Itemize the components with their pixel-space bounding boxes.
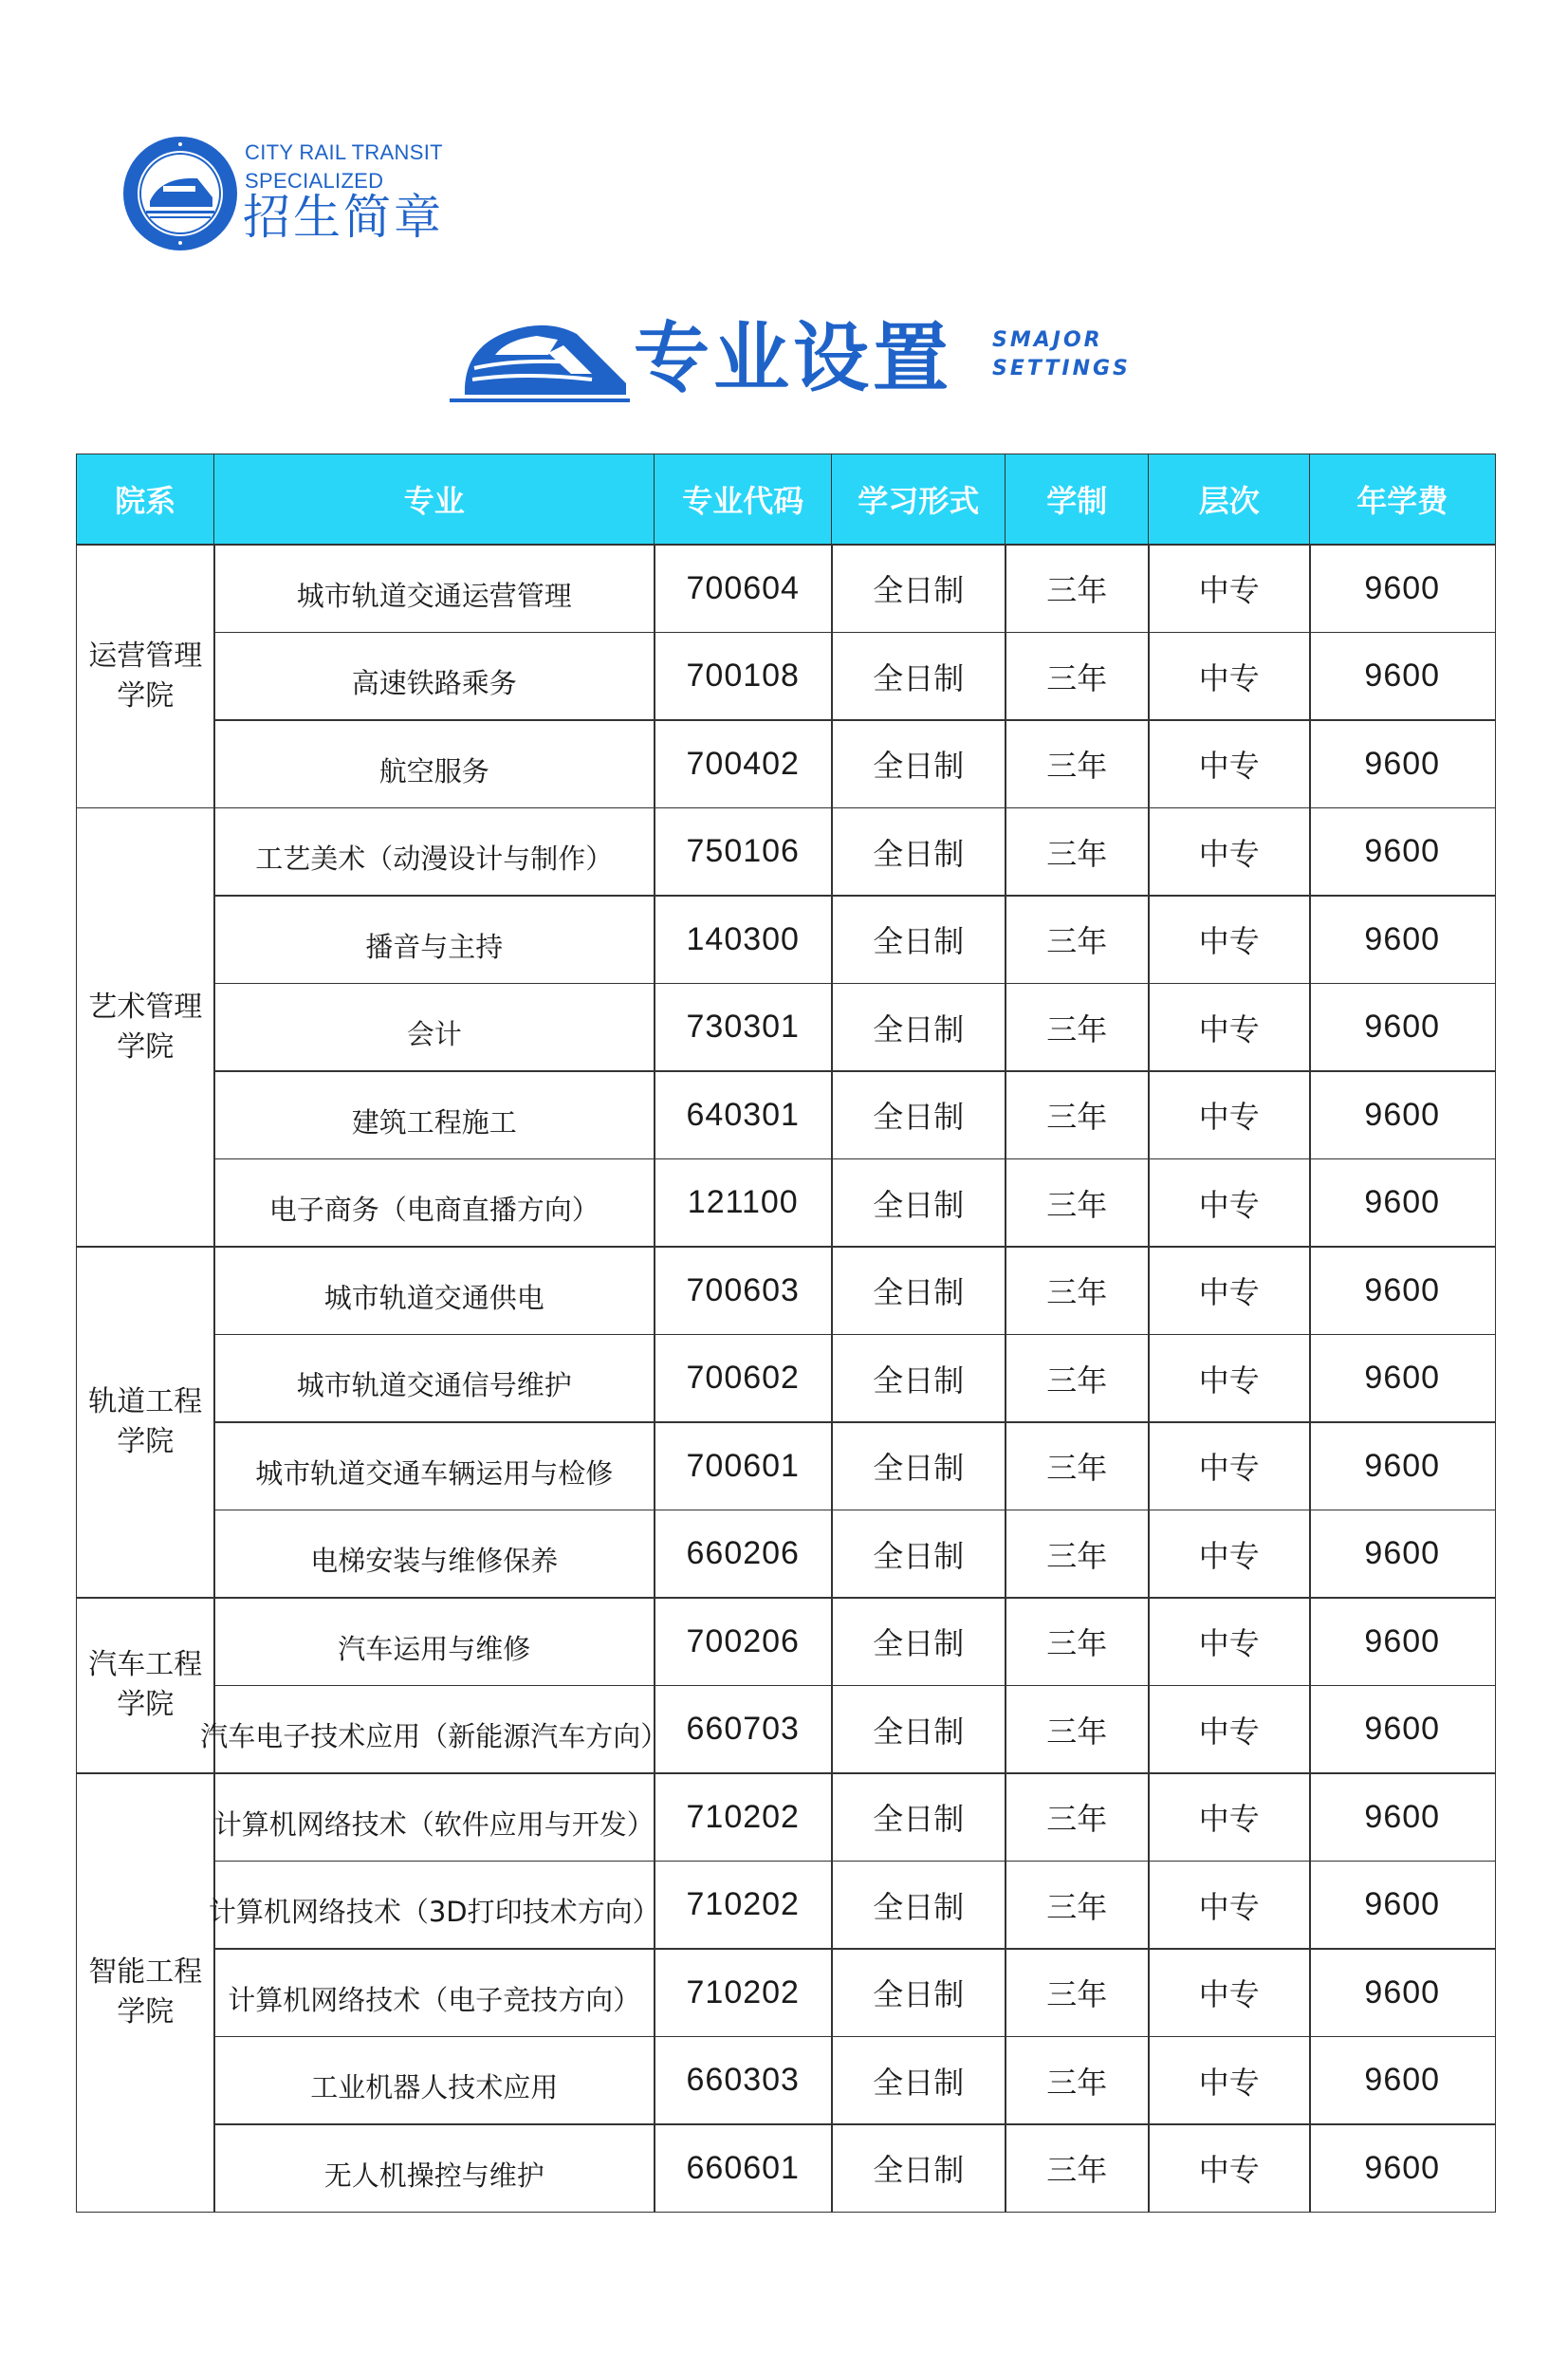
- subtitle-line-1: SMAJOR: [992, 328, 1103, 352]
- major-name-cell: 汽车运用与维修: [213, 1597, 655, 1686]
- column-header-code: 专业代码: [654, 454, 833, 546]
- study-form-cell: 全日制: [831, 895, 1006, 984]
- major-code-cell: 700602: [654, 1334, 833, 1423]
- level-cell: 中专: [1148, 1861, 1311, 1950]
- major-name-cell: 工艺美术（动漫设计与制作）: [213, 807, 655, 897]
- fee-cell: 9600: [1309, 1421, 1496, 1510]
- study-form-cell: 全日制: [831, 1421, 1006, 1510]
- major-name-cell: 城市轨道交通供电: [213, 1246, 655, 1335]
- subtitle-line-2: SETTINGS: [992, 357, 1131, 380]
- school-brand: [121, 135, 463, 249]
- level-cell: 中专: [1148, 1246, 1311, 1335]
- fee-cell: 9600: [1309, 2036, 1496, 2125]
- fee-cell: 9600: [1309, 895, 1496, 984]
- fee-cell: 9600: [1309, 632, 1496, 721]
- study-form-cell: 全日制: [831, 983, 1006, 1072]
- duration-cell: 三年: [1005, 1070, 1150, 1159]
- column-header-duration: 学制: [1005, 454, 1150, 546]
- department-cell: 智能工程学院: [76, 1772, 215, 2213]
- level-cell: 中专: [1148, 632, 1311, 721]
- major-name-cell: 工业机器人技术应用: [213, 2036, 655, 2125]
- major-code-cell: 700603: [654, 1246, 833, 1335]
- brand-english-name: [245, 139, 443, 195]
- study-form-cell: 全日制: [831, 2123, 1006, 2213]
- duration-cell: 三年: [1005, 895, 1150, 984]
- study-form-cell: 全日制: [831, 807, 1006, 897]
- level-cell: 中专: [1148, 1334, 1311, 1423]
- major-code-cell: 140300: [654, 895, 833, 984]
- brand-english-line-1: CITY RAIL TRANSIT: [245, 140, 443, 164]
- duration-cell: 三年: [1005, 719, 1150, 808]
- duration-cell: 三年: [1005, 807, 1150, 897]
- duration-cell: 三年: [1005, 2123, 1150, 2213]
- page-subtitle-english: [992, 326, 1131, 383]
- major-code-cell: 660303: [654, 2036, 833, 2125]
- major-code-cell: 700108: [654, 632, 833, 721]
- fee-cell: 9600: [1309, 1861, 1496, 1950]
- major-name-cell: 计算机网络技术（软件应用与开发）: [213, 1772, 655, 1862]
- column-header-department: 院系: [76, 454, 215, 546]
- major-name-cell: 电子商务（电商直播方向）: [213, 1158, 655, 1248]
- study-form-cell: 全日制: [831, 1861, 1006, 1950]
- major-name-cell: 建筑工程施工: [213, 1070, 655, 1159]
- level-cell: 中专: [1148, 1421, 1311, 1510]
- major-name-cell: 计算机网络技术（电子竞技方向）: [213, 1948, 655, 2037]
- major-name-cell: 城市轨道交通车辆运用与检修: [213, 1421, 655, 1510]
- fee-cell: 9600: [1309, 807, 1496, 897]
- duration-cell: 三年: [1005, 1685, 1150, 1774]
- study-form-cell: 全日制: [831, 1948, 1006, 2037]
- major-name-cell: 城市轨道交通运营管理: [213, 544, 655, 633]
- fee-cell: 9600: [1309, 1948, 1496, 2037]
- major-code-cell: 710202: [654, 1948, 833, 2037]
- duration-cell: 三年: [1005, 544, 1150, 633]
- major-name-cell: 无人机操控与维护: [213, 2123, 655, 2213]
- duration-cell: 三年: [1005, 632, 1150, 721]
- major-code-cell: 640301: [654, 1070, 833, 1159]
- fee-cell: 9600: [1309, 1070, 1496, 1159]
- department-cell: 汽车工程学院: [76, 1597, 215, 1774]
- major-code-cell: 700604: [654, 544, 833, 633]
- major-code-cell: 121100: [654, 1158, 833, 1248]
- study-form-cell: 全日制: [831, 1334, 1006, 1423]
- fee-cell: 9600: [1309, 1334, 1496, 1423]
- level-cell: 中专: [1148, 983, 1311, 1072]
- fee-cell: 9600: [1309, 1597, 1496, 1686]
- level-cell: 中专: [1148, 1158, 1311, 1248]
- major-name-cell: 汽车电子技术应用（新能源汽车方向）: [213, 1685, 655, 1774]
- school-seal-logo: [121, 135, 239, 252]
- major-code-cell: 700206: [654, 1597, 833, 1686]
- level-cell: 中专: [1148, 1597, 1311, 1686]
- fee-cell: 9600: [1309, 1685, 1496, 1774]
- section-heading: [0, 313, 1568, 417]
- fee-cell: 9600: [1309, 983, 1496, 1072]
- fee-cell: 9600: [1309, 1772, 1496, 1862]
- duration-cell: 三年: [1005, 1861, 1150, 1950]
- study-form-cell: 全日制: [831, 544, 1006, 633]
- fee-cell: 9600: [1309, 1510, 1496, 1599]
- majors-table: [76, 454, 1494, 2214]
- major-code-cell: 730301: [654, 983, 833, 1072]
- fee-cell: 9600: [1309, 719, 1496, 808]
- major-code-cell: 710202: [654, 1772, 833, 1862]
- major-code-cell: 660601: [654, 2123, 833, 2213]
- major-name-cell: 会计: [213, 983, 655, 1072]
- fee-cell: 9600: [1309, 2123, 1496, 2213]
- study-form-cell: 全日制: [831, 719, 1006, 808]
- duration-cell: 三年: [1005, 1948, 1150, 2037]
- level-cell: 中专: [1148, 1070, 1311, 1159]
- fee-cell: 9600: [1309, 1246, 1496, 1335]
- column-header-level: 层次: [1148, 454, 1311, 546]
- level-cell: 中专: [1148, 2036, 1311, 2125]
- duration-cell: 三年: [1005, 1246, 1150, 1335]
- major-name-cell: 航空服务: [213, 719, 655, 808]
- level-cell: 中专: [1148, 807, 1311, 897]
- major-name-cell: 电梯安装与维修保养: [213, 1510, 655, 1599]
- column-header-fee: 年学费: [1309, 454, 1496, 546]
- fee-cell: 9600: [1309, 1158, 1496, 1248]
- study-form-cell: 全日制: [831, 1246, 1006, 1335]
- duration-cell: 三年: [1005, 1421, 1150, 1510]
- duration-cell: 三年: [1005, 983, 1150, 1072]
- major-name-cell: 高速铁路乘务: [213, 632, 655, 721]
- fee-cell: 9600: [1309, 544, 1496, 633]
- major-code-cell: 750106: [654, 807, 833, 897]
- train-icon: [450, 313, 630, 404]
- study-form-cell: 全日制: [831, 1685, 1006, 1774]
- brand-title: 招生简章: [243, 190, 444, 245]
- department-cell: 轨道工程学院: [76, 1246, 215, 1599]
- major-name-cell: 城市轨道交通信号维护: [213, 1334, 655, 1423]
- duration-cell: 三年: [1005, 1158, 1150, 1248]
- level-cell: 中专: [1148, 1948, 1311, 2037]
- study-form-cell: 全日制: [831, 1772, 1006, 1862]
- duration-cell: 三年: [1005, 1510, 1150, 1599]
- major-code-cell: 710202: [654, 1861, 833, 1950]
- level-cell: 中专: [1148, 719, 1311, 808]
- level-cell: 中专: [1148, 1772, 1311, 1862]
- study-form-cell: 全日制: [831, 1597, 1006, 1686]
- major-code-cell: 660703: [654, 1685, 833, 1774]
- duration-cell: 三年: [1005, 1597, 1150, 1686]
- study-form-cell: 全日制: [831, 2036, 1006, 2125]
- level-cell: 中专: [1148, 1510, 1311, 1599]
- brand-english-line-2: SPECIALIZED: [245, 169, 384, 193]
- major-name-cell: 计算机网络技术（3D打印技术方向）: [213, 1861, 655, 1950]
- major-code-cell: 700402: [654, 719, 833, 808]
- duration-cell: 三年: [1005, 1334, 1150, 1423]
- study-form-cell: 全日制: [831, 632, 1006, 721]
- major-name-cell: 播音与主持: [213, 895, 655, 984]
- level-cell: 中专: [1148, 895, 1311, 984]
- duration-cell: 三年: [1005, 2036, 1150, 2125]
- major-code-cell: 660206: [654, 1510, 833, 1599]
- study-form-cell: 全日制: [831, 1158, 1006, 1248]
- level-cell: 中专: [1148, 2123, 1311, 2213]
- study-form-cell: 全日制: [831, 1510, 1006, 1599]
- major-code-cell: 700601: [654, 1421, 833, 1510]
- department-cell: 艺术管理学院: [76, 807, 215, 1248]
- column-header-study-form: 学习形式: [831, 454, 1006, 546]
- department-cell: 运营管理学院: [76, 544, 215, 808]
- study-form-cell: 全日制: [831, 1070, 1006, 1159]
- page-title: 专业设置: [634, 314, 952, 402]
- duration-cell: 三年: [1005, 1772, 1150, 1862]
- level-cell: 中专: [1148, 544, 1311, 633]
- column-header-major: 专业: [213, 454, 655, 546]
- level-cell: 中专: [1148, 1685, 1311, 1774]
